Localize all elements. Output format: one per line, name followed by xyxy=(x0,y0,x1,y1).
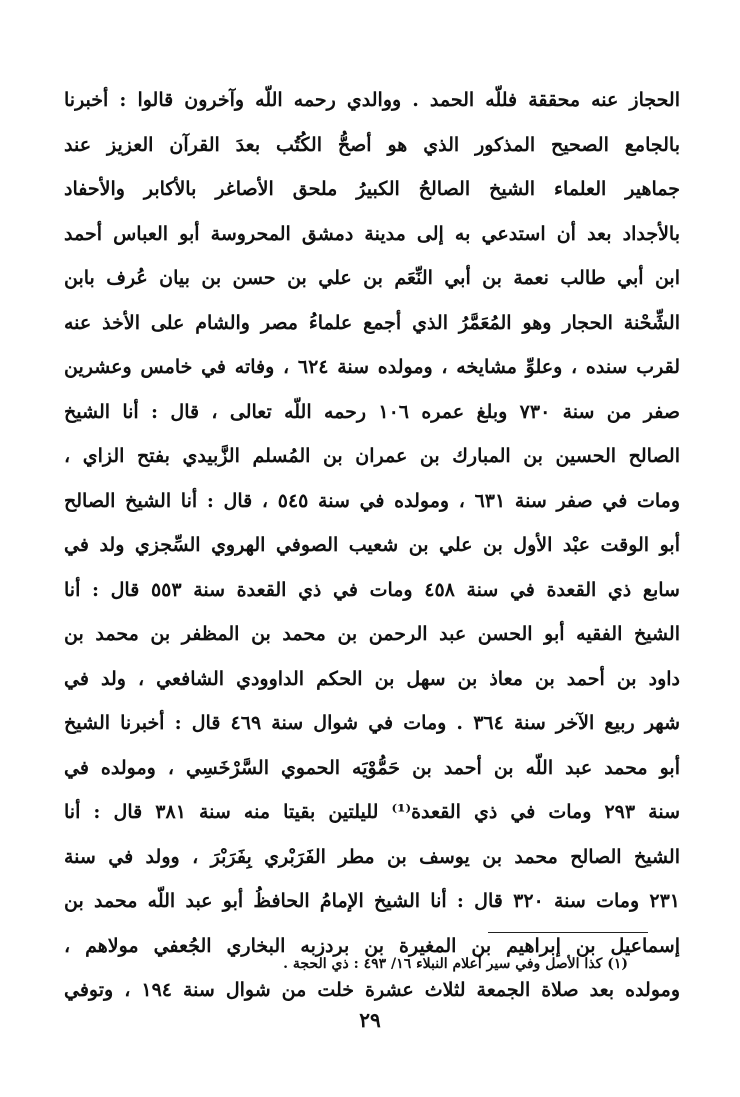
footnote-divider xyxy=(488,932,648,933)
text-line: شهر ربيع الآخر سنة ٣٦٤ . ومات في شوال سنة ٤٦٩ قال : أخبرنا الشيخ xyxy=(64,712,680,734)
text-line: الصالح الحسين بن المبارك بن عمران بن المُسلم الزَّبيدي بفتح الزاي ، xyxy=(64,445,680,467)
text-line: ابن أبي طالب نعمة بن أبي النِّعَم بن علي بن حسن بن بيان عُرف بابن xyxy=(64,267,680,289)
text-line: الشيخ الفقيه أبو الحسن عبد الرحمن بن محمد بن المظفر بن محمد بن xyxy=(64,623,680,645)
text-line: سابع ذي القعدة في سنة ٤٥٨ ومات في ذي القعدة سنة ٥٥٣ قال : أنا xyxy=(64,578,680,601)
text-line: أبو محمد عبد اللّه بن أحمد بن حَمُّوْيَه الحموي السَّرْخَسِي ، ومولده في xyxy=(64,756,680,779)
text-line: سنة ٢٩٣ ومات في ذي القعدة⁽¹⁾ لليلتين بقيتا منه سنة ٣٨١ قال : أنا xyxy=(64,801,680,823)
text-line: ومولده بعد صلاة الجمعة لثلاث عشرة خلت من شوال سنة ١٩٤ ، وتوفي xyxy=(64,979,680,1001)
main-text-block xyxy=(64,78,680,1013)
text-line: الشِّحْنة الحجار وهو المُعَمَّرُ الذي أجمع علماءُ مصر والشام على الأخذ عنه xyxy=(64,311,680,334)
text-line: بالأجداد بعد أن استدعي به إلى مدينة دمشق المحروسة أبو العباس أحمد xyxy=(64,222,680,245)
text-line: ومات في صفر سنة ٦٣١ ، ومولده في سنة ٥٤٥ ، قال : أنا الشيخ الصالح xyxy=(64,489,680,512)
text-line: ٢٣١ ومات سنة ٣٢٠ قال : أنا الشيخ الإمامُ الحافظُ أبو عبد اللّه محمد بن xyxy=(64,890,680,912)
text-line: صفر من سنة ٧٣٠ وبلغ عمره ١٠٦ رحمه اللّه تعالى ، قال : أنا الشيخ xyxy=(64,400,680,423)
text-line: الشيخ الصالح محمد بن يوسف بن مطر الفَرَبْري بِفَرَبْرَ ، وولد في سنة xyxy=(64,845,680,868)
text-line: بالجامع الصحيح المذكور الذي هو أصحُّ الكُتُب بعدَ القرآن العزيز عند xyxy=(64,133,680,156)
text-line: أبو الوقت عبْد الأول بن علي بن شعيب الصوفي الهروي السِّجزي ولد في xyxy=(64,534,680,556)
text-line: جماهير العلماء الشيخ الصالحُ الكبيرُ ملحق الأصاغر بالأكابر والأحفاد xyxy=(64,178,680,200)
footnote: (١) كذا الأصل وفي سير أعلام النبلاء ١٦/ ٤٩٣ : ذي الحجة . xyxy=(283,956,628,972)
text-line: إسماعيل بن إبراهيم بن المغيرة بن بردزبه البخاري الجُعفي مولاهم ، xyxy=(64,934,680,957)
page-number: ٢٩ xyxy=(359,1008,381,1032)
text-line: الحجاز عنه محققة فللّه الحمد . ووالدي رحمه اللّه وآخرون قالوا : أخبرنا xyxy=(64,89,680,111)
text-line: لقرب سنده ، وعلوِّ مشايخه ، ومولده سنة ٦٢٤ ، وفاته في خامس وعشرين xyxy=(64,356,680,378)
text-line: داود بن أحمد بن معاذ بن سهل بن الحكم الداوودي الشافعي ، ولد في xyxy=(64,667,680,690)
